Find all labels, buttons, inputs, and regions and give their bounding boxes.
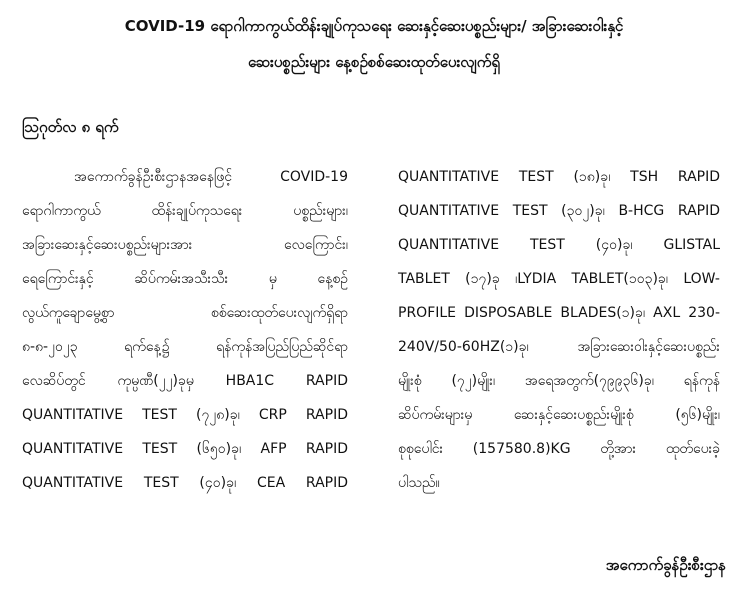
body-column-left [22, 160, 348, 500]
body-line: QUANTITATIVE TEST (၄၀)ခု၊ CEA RAPID [22, 475, 348, 491]
body-line: QUANTITATIVE TEST (၄၀)ခု၊ GLISTAL [398, 237, 720, 253]
document-title [20, 8, 728, 80]
title-line-1: COVID-19 ရောဂါကာကွယ်ထိန်းချုပ်ကုသရေး ဆေးနှင့်ဆေးပစ္စည်းများ/ အခြားဆေးဝါးနှင့် [124, 17, 624, 35]
body-line: ရေကြောင်းနှင့် ဆိပ်ကမ်းအသီးသီး မှ နေ့စဉ် [22, 271, 348, 287]
signature-department: အကောက်ခွန်ဦးစီးဌာန [605, 556, 726, 574]
body-line: ၈-၈-၂၀၂၃ ရက်နေ့၌ ရန်ကုန်အပြည်ပြည်ဆိုင်ရာ [22, 339, 348, 355]
body-line: QUANTITATIVE TEST (၁၈)ခု၊ TSH RAPID [398, 169, 720, 185]
body-line: PROFILE DISPOSABLE BLADES(၁)ခု၊ AXL 230- [398, 305, 720, 321]
body-line: TABLET (၁၇)ခု ၊LYDIA TABLET(၁၀၃)ခု၊ LOW- [398, 271, 720, 287]
body-line: ဆိပ်ကမ်းများမှ ဆေးနှင့်ဆေးပစ္စည်းမျိုးစုံ (၅၆)မျိုး၊ [398, 407, 720, 423]
body-line: လွယ်ကူချောမွေ့စွာ စစ်ဆေးထုတ်ပေးလျက်ရှိရာ [22, 305, 348, 321]
body-line: မျိုးစုံ (၇၂)မျိုး၊ အရေအတွက်(၇၉၉၃၆)ခု၊ ရန်ကုန် [398, 373, 720, 389]
body-line: QUANTITATIVE TEST (၆၅၀)ခု၊ AFP RAPID [22, 441, 348, 457]
title-line-2: ဆေးပစ္စည်းများ နေ့စဉ်စစ်ဆေးထုတ်ပေးလျက်ရှိ [247, 53, 501, 71]
body-line: ရောဂါကာကွယ် ထိန်းချုပ်ကုသရေး ပစ္စည်းများ၊ [22, 203, 348, 219]
body-column-right [398, 160, 720, 500]
body-line: QUANTITATIVE TEST (၇၂၈)ခု၊ CRP RAPID [22, 407, 348, 423]
body-line: အခြားဆေးနှင့်ဆေးပစ္စည်းများအား လေကြောင်း၊ [22, 237, 348, 253]
body-line: QUANTITATIVE TEST (၃၀၂)ခု၊ B-HCG RAPID [398, 203, 720, 219]
body-line: ပါသည်။ [398, 475, 440, 491]
date-heading: ဩဂုတ်လ ၈ ရက် [22, 118, 119, 136]
body-line: စုစုပေါင်း (157580.8)KG တို့အား ထုတ်ပေးခဲ့ [398, 441, 720, 457]
body-line: 240V/50-60HZ(၁)ခု၊ အခြားဆေးဝါးနှင့်ဆေးပစ္စည်း [398, 339, 720, 355]
body-line: လေဆိပ်တွင် ကုမ္ပဏီ(၂၂)ခုမှ HBA1C RAPID [22, 373, 348, 389]
body-line: အကောက်ခွန်ဦးစီးဌာနအနေဖြင့် COVID-19 [74, 169, 348, 185]
